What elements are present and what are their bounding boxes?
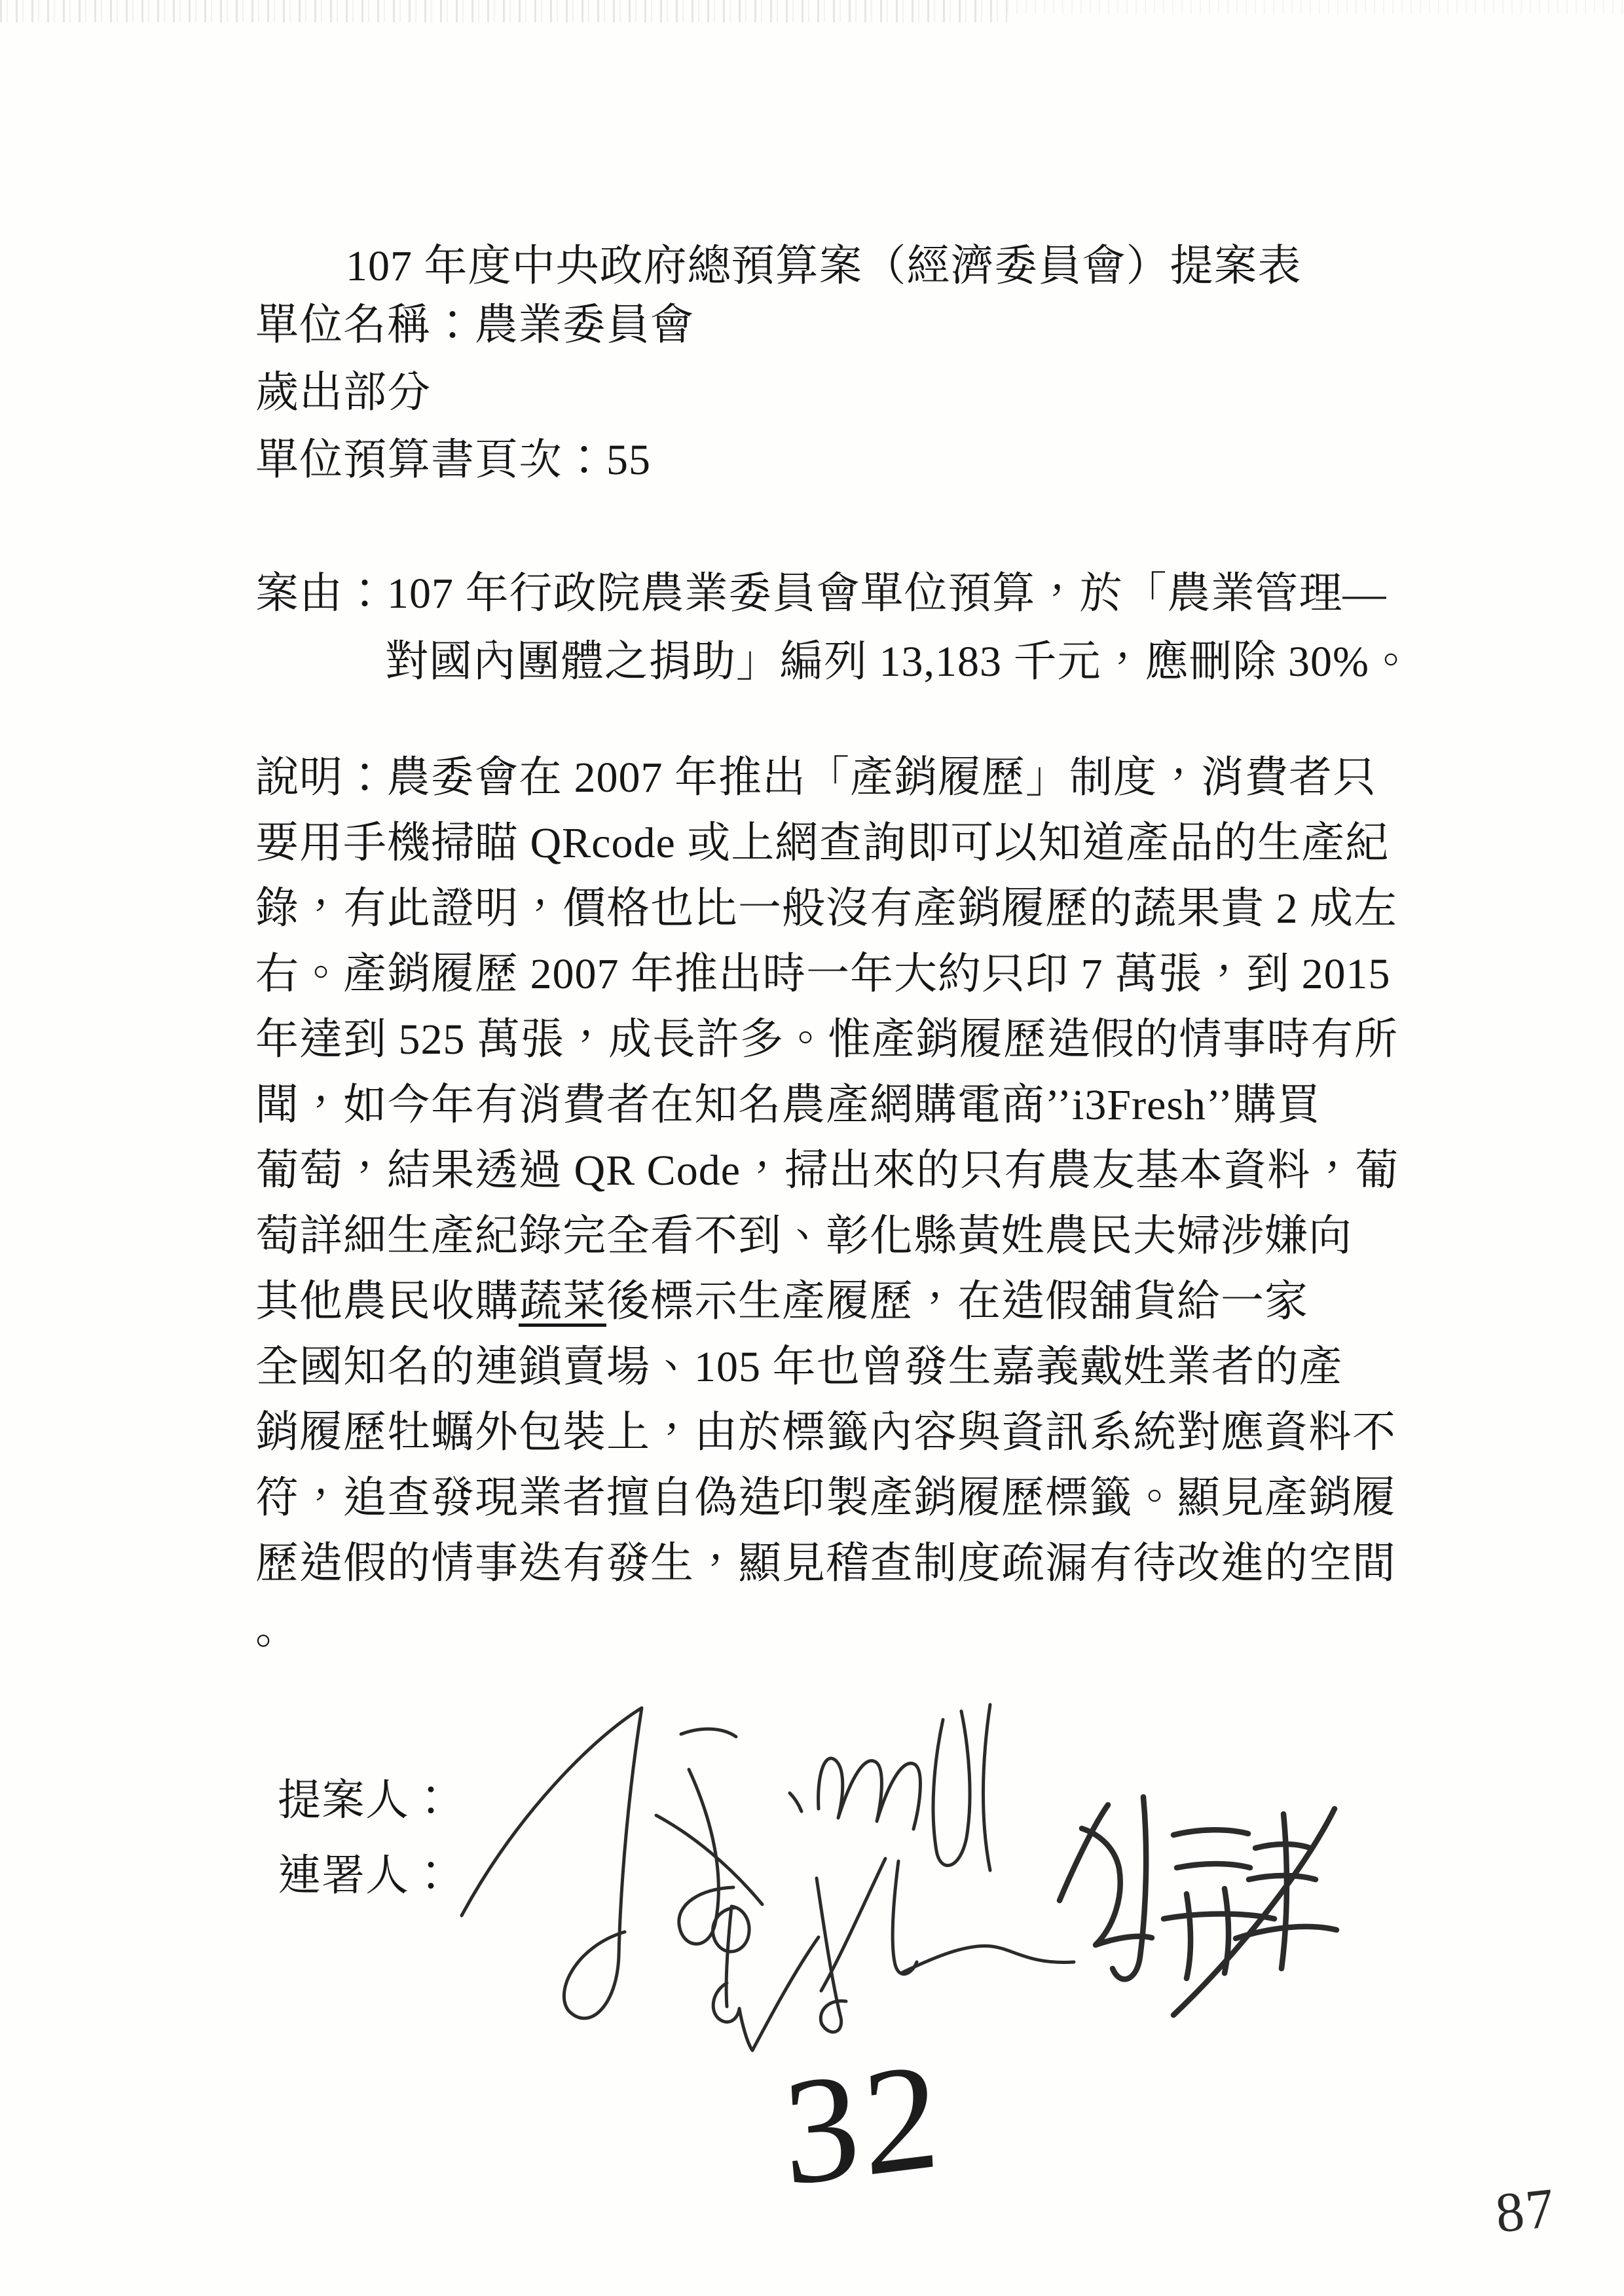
description-line-6: 聞，如今年有消費者在知名農產網購電商’’i3Fresh’’購買 — [255, 1081, 1321, 1129]
description-line-9-pre: 其他農民收購 — [255, 1278, 519, 1325]
description-line-5: 年達到 525 萬張，成長許多。惟產銷履歷造假的情事時有所 — [255, 1016, 1398, 1064]
scan-artifact-band — [0, 0, 1007, 22]
page-title: 107 年度中央政府總預算案（經濟委員會）提案表 — [346, 242, 1302, 290]
budget-part-line: 歲出部分 — [255, 369, 431, 417]
unit-name-line: 單位名稱：農業委員會 — [255, 301, 694, 349]
proposer-signature-2 — [819, 1705, 990, 1870]
description-line-1: 說明：農委會在 2007 年推出「產銷履歷」制度，消費者只 — [255, 754, 1376, 802]
description-line-11: 銷履歷牡蠣外包裝上，由於標籤內容與資訊系統對應資料不 — [255, 1409, 1396, 1456]
cosigner-signature-2 — [1060, 1797, 1337, 2015]
description-line-12: 符，追查發現業者擅自偽造印製產銷履歷標籤。顯見產銷履 — [255, 1474, 1396, 1522]
description-line-9-post: 後標示生產履歷，在造假舖貨給一家 — [606, 1278, 1308, 1325]
handwritten-page-number: 32 — [779, 2029, 947, 2219]
underlined-term: 蔬菜 — [519, 1278, 606, 1325]
description-line-3: 錄，有此證明，價格也比一般沒有產銷履歷的蔬果貴 2 成左 — [255, 885, 1397, 933]
proposal-line-2: 對國內團體之捐助」編列 13,183 千元，應刪除 30%。 — [385, 638, 1413, 686]
description-line-10: 全國知名的連鎖賣場、105 年也曾發生嘉義戴姓業者的產 — [255, 1343, 1343, 1391]
scan-artifact-band-right — [1007, 0, 1624, 14]
corner-page-number: 87 — [1492, 2176, 1559, 2245]
cosigner-signature-1 — [713, 1859, 1074, 2050]
proposal-line-1: 案由：107 年行政院農業委員會單位預算，於「農業管理— — [255, 570, 1387, 618]
description-line-7: 葡萄，結果透過 QR Code，掃出來的只有農友基本資料，葡 — [255, 1147, 1399, 1194]
description-paragraph — [255, 745, 1399, 1662]
description-line-2: 要用手機掃瞄 QRcode 或上網查詢即可以知道產品的生產紀 — [255, 819, 1390, 867]
proposer-signature-1 — [462, 1708, 762, 2018]
description-line-13: 歷造假的情事迭有發生，顯見稽查制度疏漏有待改進的空間 — [255, 1540, 1396, 1587]
description-line-8: 萄詳細生產紀錄完全看不到、彰化縣黃姓農民夫婦涉嫌向 — [255, 1212, 1352, 1260]
description-line-14: 。 — [255, 1605, 299, 1653]
description-line-9 — [255, 1269, 1399, 1335]
signature-separator-dot — [790, 1793, 802, 1811]
description-line-4: 右。產銷履歷 2007 年推出時一年大約只印 7 萬張，到 2015 — [255, 950, 1391, 998]
cosigner-label: 連署人： — [278, 1852, 453, 1900]
budget-page-ref-line: 單位預算書頁次：55 — [255, 436, 651, 484]
proposer-label: 提案人： — [278, 1777, 453, 1824]
